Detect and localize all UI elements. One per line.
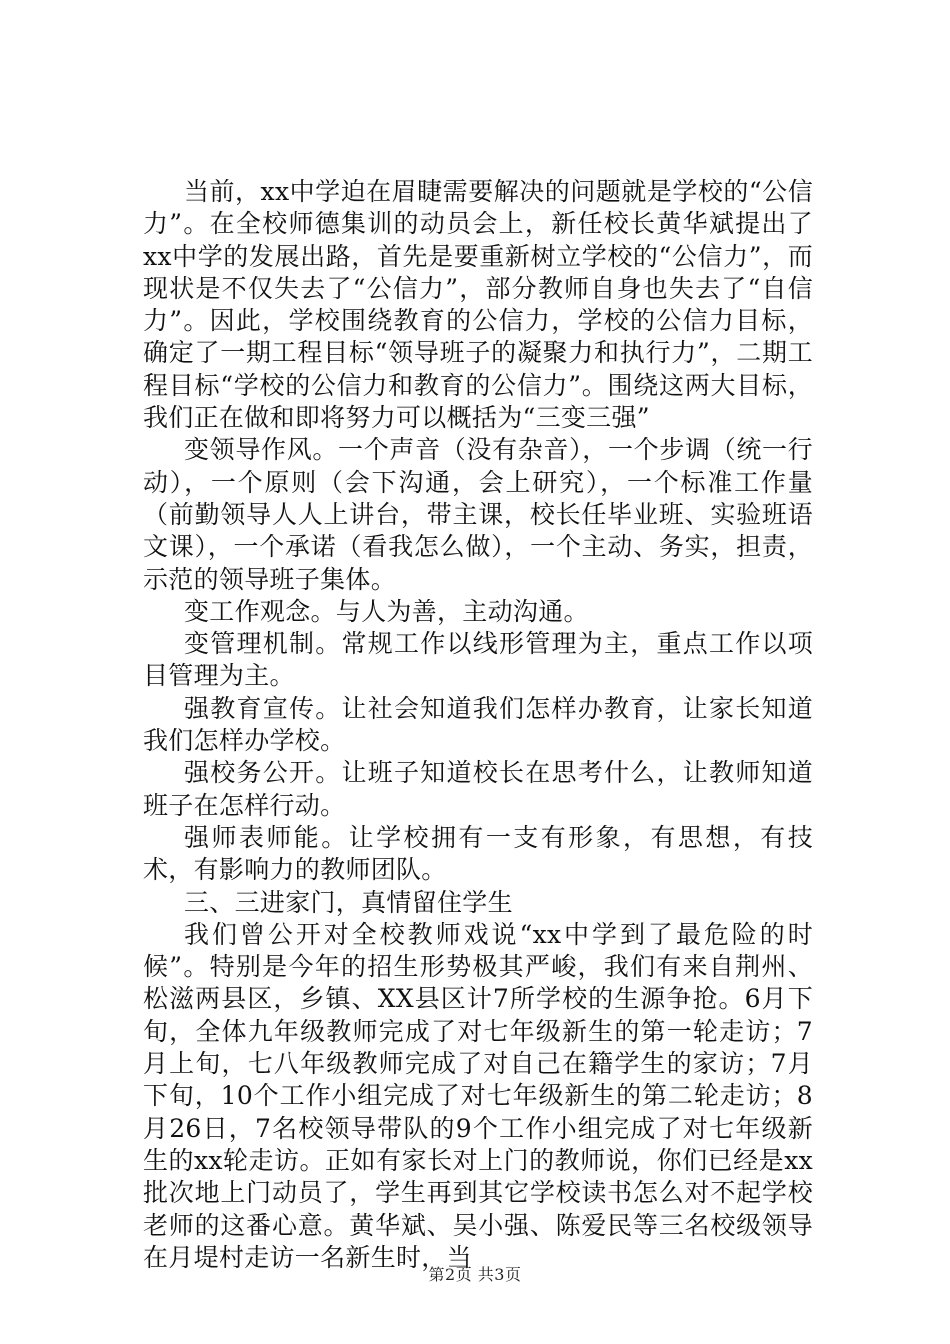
paragraph-home-visits: 我们曾公开对全校教师戏说“xx中学到了最危险的时候”。特别是今年的招生形势极其严峻，我们有来自荆州、松滋两县区，乡镇、XX县区计7所学校的生源争抢。6月下旬，全体九年级教师完成了对七年级新生的第一轮走访；7月上旬，七八年级教师完成了对自己在籍学生的家访；7月下旬，10个工作小组完成了对七年级新生的第二轮走访；8月26日，7名校领导带队的9个工作小组完成了对七年级新生的xx轮走访。正如有家长对上门的教师说，你们已经是xx批次地上门动员了，学生再到其它学校读书怎么对不起学校老师的这番心意。黄华斌、吴小强、陈爱民等三名校级领导在月堤村走访一名新生时，当	[143, 919, 813, 1272]
section-heading: 三、三进家门，真情留住学生	[184, 887, 513, 917]
paragraph-publicity: 强教育宣传。让社会知道我们怎样办教育，让家长知道我们怎样办学校。	[143, 693, 813, 756]
paragraph-work-concept: 变工作观念。与人为善，主动沟通。	[184, 596, 589, 626]
paragraph-leadership-style: 变领导作风。一个声音（没有杂音），一个步调（统一行动），一个原则（会下沟通，会上研究），一个标准工作量（前勤领导人人上讲台，带主课，校长任毕业班、实验班语文课），一个承诺（看我怎么做），一个主动、务实，担责，示范的领导班子集体。	[143, 435, 813, 594]
paragraph-management: 变管理机制。常规工作以线形管理为主，重点工作以项目管理为主。	[143, 629, 813, 691]
paragraph-teacher-team: 强师表师能。让学校拥有一支有形象，有思想，有技术，有影响力的教师团队。	[143, 822, 813, 885]
document-body	[143, 176, 813, 1274]
paragraph-affairs-open: 强校务公开。让班子知道校长在思考什么，让教师知道班子在怎样行动。	[143, 758, 813, 820]
paragraph-gongxinli: 当前，xx中学迫在眉睫需要解决的问题就是学校的“公信力”。在全校师德集训的动员会上，新任校长黄华斌提出了xx中学的发展出路，首先是要重新树立学校的“公信力”，而现状是不仅失去了“公信力”，部分教师自身也失去了“自信力”。因此，学校围绕教育的公信力，学校的公信力目标，确定了一期工程目标“领导班子的凝聚力和执行力”，二期工程目标“学校的公信力和教育的公信力”。围绕这两大目标，我们正在做和即将努力可以概括为“三变三强”	[143, 177, 813, 433]
page-footer: 第2页 共3页	[428, 1265, 522, 1284]
